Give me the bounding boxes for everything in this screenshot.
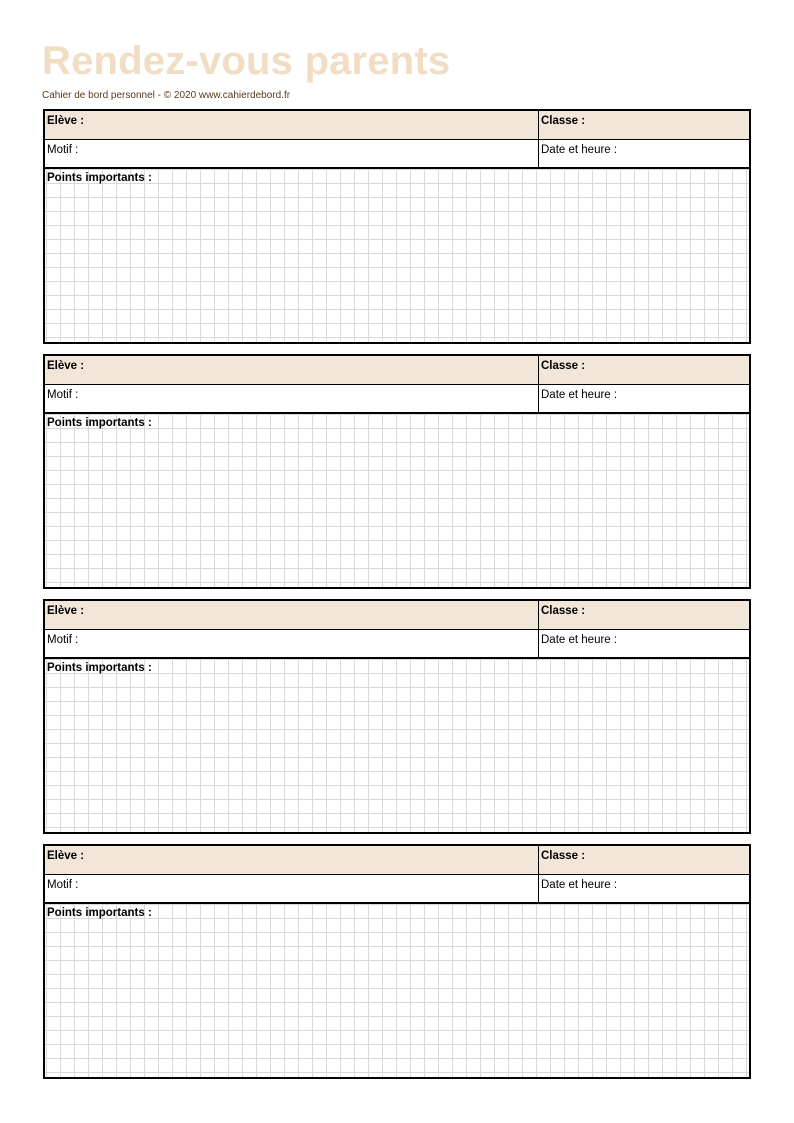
notes-grid-area[interactable]	[45, 904, 749, 1077]
notes-grid-area[interactable]	[45, 169, 749, 342]
notes-label: Points importants :	[47, 907, 152, 919]
date-time-field[interactable]: Date et heure :	[541, 879, 618, 891]
appointment-block-3	[43, 599, 751, 834]
reason-row	[45, 630, 749, 659]
class-field[interactable]: Classe :	[541, 850, 586, 862]
reason-field[interactable]: Motif :	[45, 140, 539, 167]
notes-label: Points importants :	[47, 172, 152, 184]
reason-field[interactable]: Motif :	[45, 385, 539, 412]
reason-field[interactable]: Motif :	[45, 630, 539, 657]
notes-label: Points importants :	[47, 662, 152, 674]
reason-field[interactable]: Motif :	[45, 875, 539, 902]
page-subtitle: Cahier de bord personnel - © 2020 www.cahierdebord.fr	[42, 90, 291, 101]
student-field[interactable]: Elève :	[45, 111, 539, 139]
student-row	[45, 111, 749, 140]
appointment-block-1	[43, 109, 751, 344]
student-row	[45, 601, 749, 630]
reason-row	[45, 385, 749, 414]
student-field[interactable]: Elève :	[45, 356, 539, 384]
notes-label: Points importants :	[47, 417, 152, 429]
date-time-field[interactable]: Date et heure :	[541, 389, 618, 401]
student-field[interactable]: Elève :	[45, 601, 539, 629]
page-title: Rendez-vous parents	[42, 39, 451, 83]
notes-grid-area[interactable]	[45, 414, 749, 587]
student-row	[45, 846, 749, 875]
date-time-field[interactable]: Date et heure :	[541, 144, 618, 156]
reason-row	[45, 875, 749, 904]
appointment-block-2	[43, 354, 751, 589]
student-field[interactable]: Elève :	[45, 846, 539, 874]
class-field[interactable]: Classe :	[541, 115, 586, 127]
class-field[interactable]: Classe :	[541, 605, 586, 617]
date-time-field[interactable]: Date et heure :	[541, 634, 618, 646]
appointment-block-4	[43, 844, 751, 1079]
student-row	[45, 356, 749, 385]
notes-grid-area[interactable]	[45, 659, 749, 832]
class-field[interactable]: Classe :	[541, 360, 586, 372]
reason-row	[45, 140, 749, 169]
